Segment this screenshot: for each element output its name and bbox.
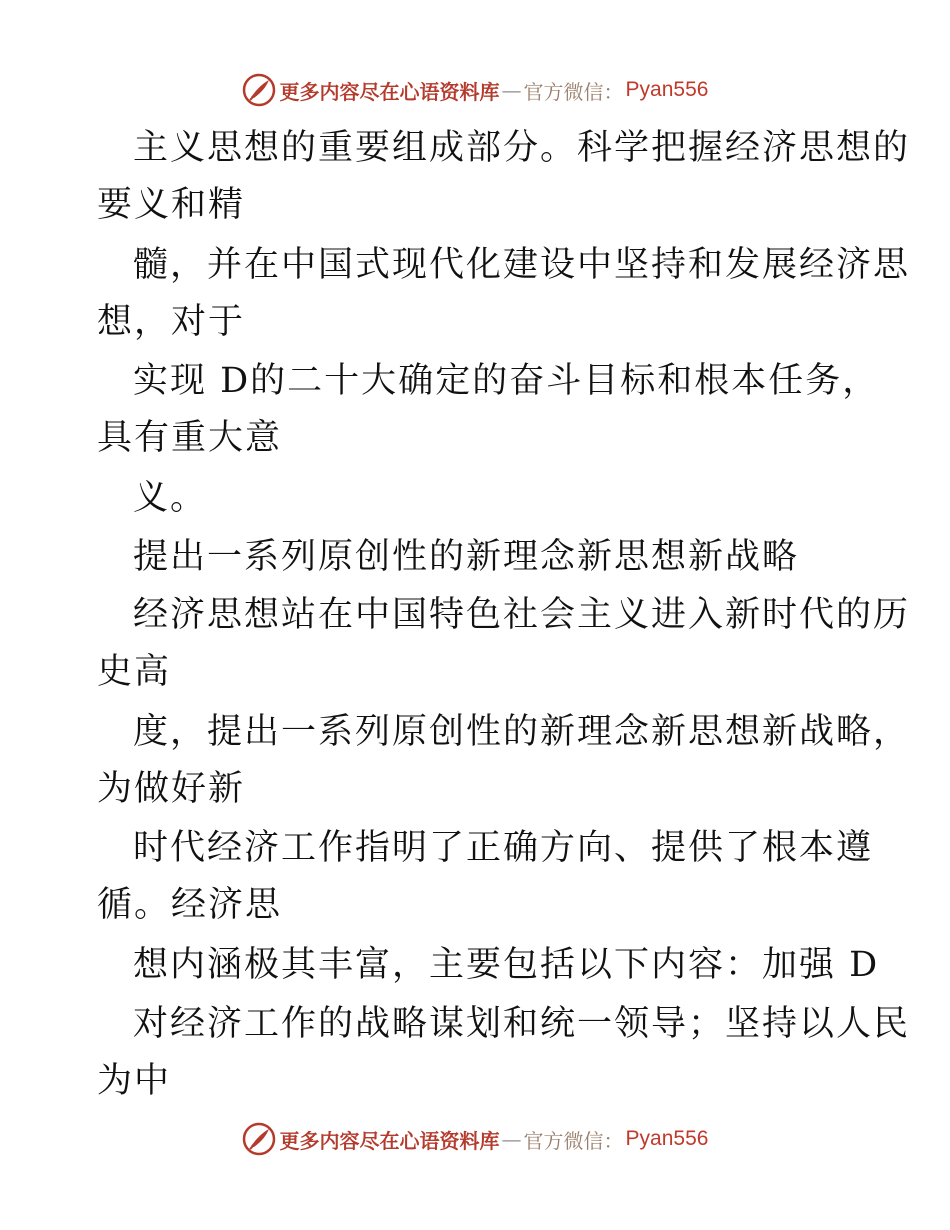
header-dash: — <box>501 78 522 102</box>
header-banner <box>0 70 950 110</box>
header-wechat-label: 官方微信： <box>523 79 624 104</box>
header-wechat-id: Pyan556 <box>625 78 709 101</box>
footer-wechat-label: 官方微信： <box>523 1128 624 1153</box>
body-line: 想，对于 <box>97 302 246 342</box>
body-line: 史高 <box>97 652 172 692</box>
body-line: 为中 <box>97 1061 172 1101</box>
body-line: 具有重大意 <box>97 418 283 458</box>
body-line: 为做好新 <box>97 769 246 809</box>
body-line: 提出一系列原创性的新理念新思想新战略 <box>133 537 800 577</box>
quill-logo-icon <box>242 1122 276 1156</box>
body-line: 经济思想站在中国特色社会主义进入新时代的历 <box>133 595 911 635</box>
body-line: 度，提出一系列原创性的新理念新思想新战略， <box>133 712 911 752</box>
footer-banner <box>0 1119 950 1159</box>
footer-wechat-id: Pyan556 <box>625 1127 709 1150</box>
body-line: 想内涵极其丰富，主要包括以下内容：加强 D <box>133 945 880 985</box>
body-line: 时代经济工作指明了正确方向、提供了根本遵 <box>133 828 874 868</box>
body-line: 要义和精 <box>97 185 246 225</box>
body-line: 对经济工作的战略谋划和统一领导；坚持以人民 <box>133 1004 911 1044</box>
header-site-text: 更多内容尽在心语资料库 <box>279 79 500 104</box>
footer-dash: — <box>501 1127 522 1151</box>
body-line: 义。 <box>133 478 208 518</box>
footer-site-text: 更多内容尽在心语资料库 <box>279 1128 500 1153</box>
body-line: 实现 D的二十大确定的奋斗目标和根本任务， <box>133 361 880 401</box>
body-line: 主义思想的重要组成部分。科学把握经济思想的 <box>133 128 911 168</box>
body-line: 髓，并在中国式现代化建设中坚持和发展经济思 <box>133 245 911 285</box>
body-line: 循。经济思 <box>97 885 283 925</box>
quill-logo-icon <box>242 73 276 107</box>
